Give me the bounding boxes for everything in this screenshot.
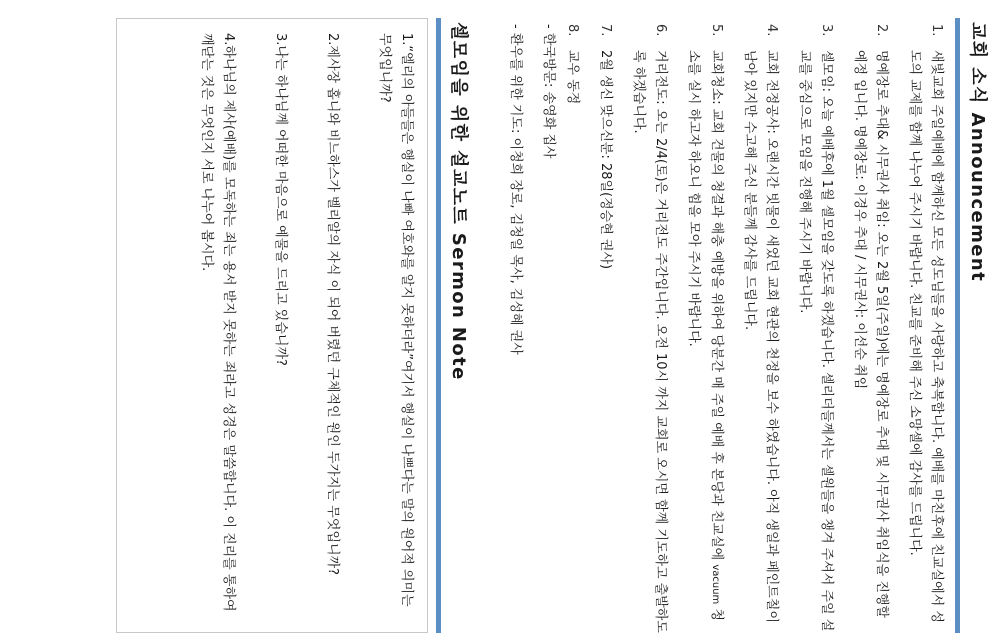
item-number: 4.	[764, 24, 779, 37]
item-number: 8.	[565, 24, 580, 37]
item-number: 1.	[929, 24, 944, 37]
sermon-question: 2.제사장 홉니와 비느하스가 벨리알의 자식 이 되어 버렸던 구체적인 원인 두가지는 무엇입니까?	[325, 33, 340, 575]
item-number: 2.	[874, 24, 889, 37]
announcement-item	[594, 24, 616, 633]
sermon-question: 1.“엘리의 아들들은 행실이 나빠 여호와를 알지 못하더라”여기서 행실이 나쁘다는 말의 원어적 의미는 무엇입니까?	[377, 33, 414, 607]
item-text: 명예장로 추대& 시무권사 취임: 오는 2월 5일(주일)에는 명예장로 추대 및 시무권사 취임식을 진행할 예정 입니다. 명예장로: 이경우 추대 / 시무권사: 이선순 취임	[852, 50, 889, 618]
item-text: 2월 생신 맞으신분: 28일(정승현 권사)	[598, 50, 613, 270]
sermon-title: 셀모임을 위한 설교노트 Sermon Note	[448, 22, 469, 381]
item-text: 교회 전정공사: 오랜시간 빗물이 새었던 교회 현관의 천정을 보수 하였습니다. 아직 생일과 페인트칠이 남아 있지만 수고해 주신 분들께 감사를 드립니다.	[742, 50, 779, 623]
announcement-header	[955, 18, 992, 633]
sermon-question: 3.나는 하나님께 어떠한 마음으로 예물을 드리고 있습니까?	[273, 33, 288, 366]
announcement-item	[848, 24, 892, 633]
item-text-part: 교회청소: 교회 건물의 청결과 해충 예방을 위하여 당분간 매 주일 예배 후 본당과 친교실에	[709, 50, 724, 565]
item-text: 거리전도: 오는 2/4(토)은 거리전도 주간입니다. 오전 10시 까지 교회로 오시면 함께 기도하고 출발하도록 하겠습니다.	[631, 50, 668, 633]
item-text: 셀모임: 오늘 예배후에 1월 셀모임을 갖도록 하겠습니다. 셀리더들께서는 셀원들을 챙겨 주셔서 주일 설교를 중심으로 모임을 진행해 주시기 바랍니다.	[797, 50, 834, 632]
item-number: 5.	[709, 24, 724, 37]
announcement-item	[627, 24, 671, 633]
sermon-question: 4.하나님의 제사(예배)를 모독하는 죄는 용서 받지 못하는 죄라고 성경은 말씀합니다. 이 진리를 통하여 깨닫는 것은 무엇인지 서로 나누어 봅시다.	[199, 33, 236, 612]
item-number: 3.	[819, 24, 834, 37]
item-number: 7.	[598, 24, 613, 37]
announcement-item	[793, 24, 837, 633]
item-text: 새빛교회 주일예배에 함께하신 모든 성도님들을 사랑하고 축복합니다. 예배를 마친후에 친교실에서 성도의 교제를 함께 나누어 주시기 바랍니다. 친교를 준비해 주신 소망셀에 감사를 드립니다.	[907, 50, 944, 623]
item-text-part: 청소를 실시 하고자 하오니 힘을 모아 주시기 바랍니다.	[686, 50, 724, 621]
item-text	[682, 50, 727, 633]
item-text-small: vacuum	[710, 564, 721, 605]
announcement-item	[493, 24, 583, 633]
sub-item: - 환우를 위한 기도: 이청희 장로, 김청일 목사, 김성혜 권사	[508, 24, 523, 355]
sermon-header	[436, 18, 473, 633]
announcement-item	[738, 24, 782, 633]
sermon-note-box	[116, 18, 428, 633]
announcement-title: 교회 소식 Announcement	[967, 22, 988, 283]
announcement-list	[493, 18, 947, 633]
sub-list	[504, 24, 559, 633]
sub-item: - 한국방문: 송영화 집사	[541, 24, 556, 159]
item-text-group	[493, 24, 583, 633]
announcement-item	[903, 24, 947, 633]
announcement-item	[682, 24, 727, 633]
item-number: 6.	[653, 24, 668, 37]
item-text: 교우 동정	[565, 50, 580, 105]
